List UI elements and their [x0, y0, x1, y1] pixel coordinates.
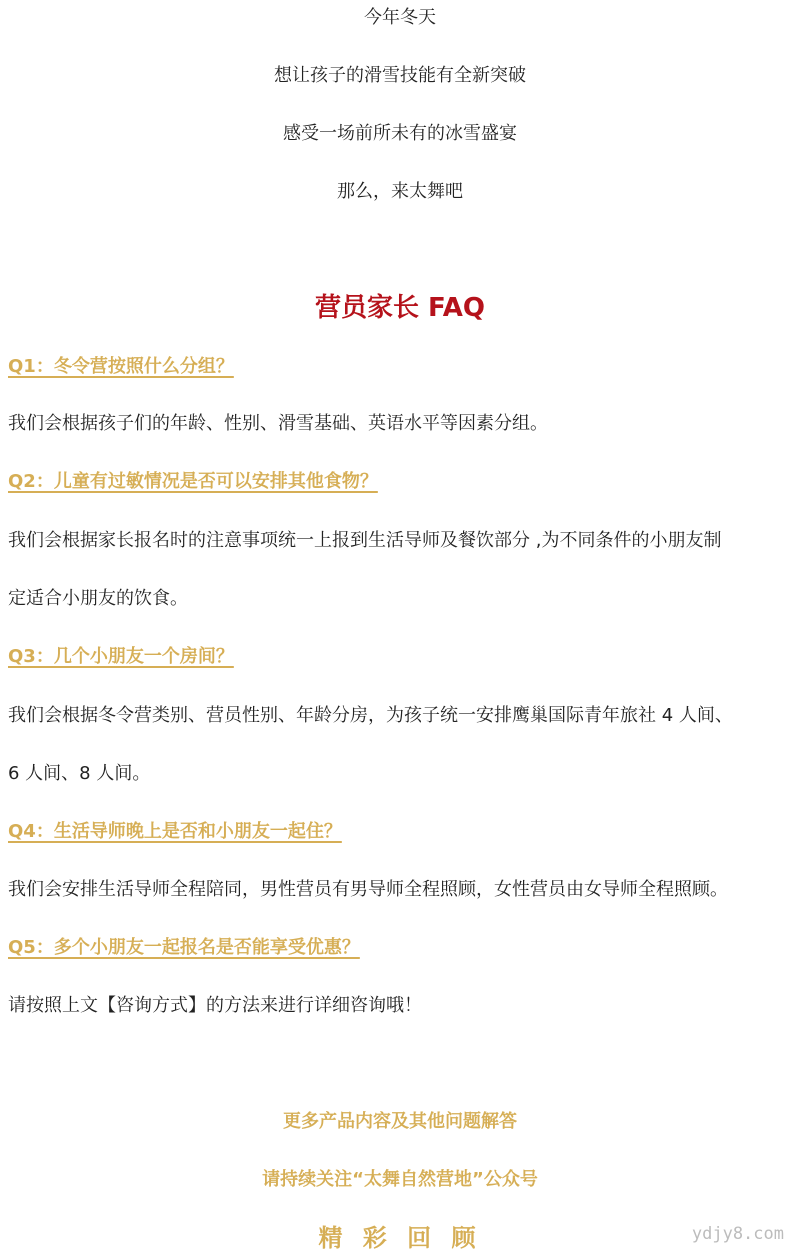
footer-more-info: 更多产品内容及其他问题解答	[283, 1111, 517, 1132]
faq-answer-5-line-1: 请按照上文【咨询方式】的方法来进行详细咨询哦！	[8, 995, 422, 1016]
intro-line-1: 今年冬天	[364, 7, 436, 28]
intro-line-2: 想让孩子的滑雪技能有全新突破	[274, 65, 526, 86]
faq-question-5: Q5：多个小朋友一起报名是否能享受优惠？	[8, 937, 360, 958]
faq-question-1: Q1：冬令营按照什么分组？	[8, 356, 234, 377]
faq-answer-1-line-1: 我们会根据孩子们的年龄、性别、滑雪基础、英语水平等因素分组。	[8, 413, 548, 434]
intro-line-3: 感受一场前所未有的冰雪盛宴	[283, 123, 517, 144]
faq-title: 营员家长 FAQ	[314, 293, 486, 323]
faq-answer-2-line-2: 定适合小朋友的饮食。	[8, 588, 188, 609]
intro-line-4: 那么，来太舞吧	[337, 181, 463, 202]
footer-highlights-heading: 精 彩 回 顾	[318, 1224, 482, 1252]
footer-follow-account: 请持续关注“太舞自然营地”公众号	[262, 1169, 538, 1190]
faq-answer-2-line-1: 我们会根据家长报名时的注意事项统一上报到生活导师及餐饮部分 ,为不同条件的小朋友制	[8, 530, 722, 551]
faq-question-4: Q4：生活导师晚上是否和小朋友一起住？	[8, 821, 342, 842]
faq-question-3: Q3：几个小朋友一个房间？	[8, 646, 234, 667]
watermark: ydjy8.com	[691, 1224, 784, 1244]
faq-answer-4-line-1: 我们会安排生活导师全程陪同，男性营员有男导师全程照顾，女性营员由女导师全程照顾。	[8, 879, 728, 900]
faq-answer-3-line-2: 6 人间、8 人间。	[8, 763, 151, 784]
faq-answer-3-line-1: 我们会根据冬令营类别、营员性别、年龄分房，为孩子统一安排鹰巢国际青年旅社 4 人间、	[8, 705, 733, 726]
faq-question-2: Q2：儿童有过敏情况是否可以安排其他食物？	[8, 471, 378, 492]
